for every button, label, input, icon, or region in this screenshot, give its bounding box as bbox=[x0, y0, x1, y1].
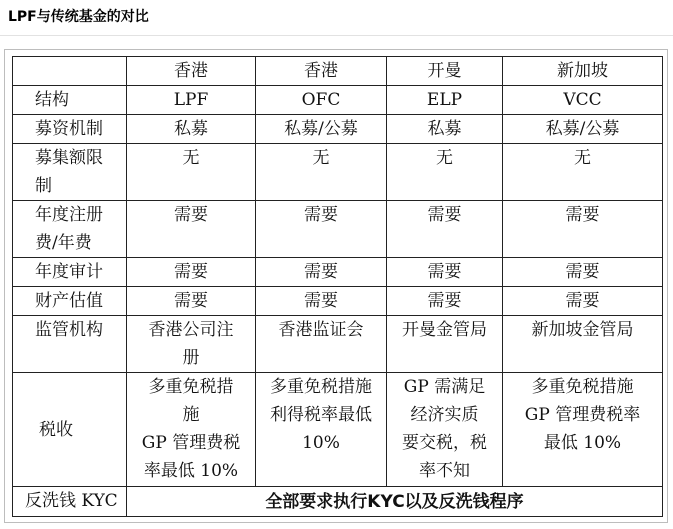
table-row bbox=[13, 373, 663, 487]
merged-cell-kyc: 全部要求执行KYC以及反洗钱程序 bbox=[127, 487, 663, 517]
cell-line: 经济实质 bbox=[410, 405, 479, 425]
comparison-table bbox=[12, 56, 663, 517]
table-row bbox=[13, 258, 663, 287]
table-cell: 需要 bbox=[387, 201, 503, 258]
cell-line: 香港公司注 bbox=[148, 320, 234, 340]
table-cell: 需要 bbox=[503, 258, 663, 287]
row-label-valuation: 财产估值 bbox=[13, 287, 127, 316]
table-cell: 需要 bbox=[256, 258, 387, 287]
header-cell-cayman: 开曼 bbox=[387, 57, 503, 86]
table-cell: 需要 bbox=[503, 287, 663, 316]
cell-line: 利得税率最低 bbox=[270, 405, 372, 425]
cell-line: 多重免税措 bbox=[148, 377, 234, 397]
row-label-fundraising: 募资机制 bbox=[13, 115, 127, 144]
header-cell-singapore: 新加坡 bbox=[503, 57, 663, 86]
title-divider bbox=[0, 35, 673, 36]
cell-line: 最低 10% bbox=[543, 433, 622, 453]
table-cell: VCC bbox=[503, 86, 663, 115]
table-cell: 私募 bbox=[387, 115, 503, 144]
table-cell: 需要 bbox=[127, 258, 256, 287]
cell-line: 施 bbox=[182, 405, 200, 425]
table-row bbox=[13, 201, 663, 258]
row-label-regulator: 监管机构 bbox=[13, 316, 127, 373]
table-cell: 需要 bbox=[503, 201, 663, 258]
table-cell: OFC bbox=[256, 86, 387, 115]
table-cell bbox=[256, 373, 387, 487]
table-cell: ELP bbox=[387, 86, 503, 115]
cell-line: 要交税，税 bbox=[402, 433, 487, 453]
page-title: LPF与传统基金的对比 bbox=[8, 9, 149, 25]
cell-line: 率不知 bbox=[419, 461, 470, 481]
table-row bbox=[13, 287, 663, 316]
table-cell: 无 bbox=[256, 144, 387, 201]
row-label-kyc: 反洗钱 KYC bbox=[13, 487, 127, 517]
row-label-structure: 结构 bbox=[13, 86, 127, 115]
table-cell: 需要 bbox=[127, 287, 256, 316]
table-cell bbox=[127, 373, 256, 487]
header-cell-empty bbox=[13, 57, 127, 86]
table-cell: 私募 bbox=[127, 115, 256, 144]
header-cell-hongkong-2: 香港 bbox=[256, 57, 387, 86]
table-header-row bbox=[13, 57, 663, 86]
cell-line: 册 bbox=[182, 348, 200, 368]
cell-line: GP 管理费税率 bbox=[524, 405, 641, 425]
table-row bbox=[13, 86, 663, 115]
table-row bbox=[13, 144, 663, 201]
table-cell: 需要 bbox=[387, 287, 503, 316]
table-cell: 开曼金管局 bbox=[387, 316, 503, 373]
table-cell: 新加坡金管局 bbox=[503, 316, 663, 373]
table-cell: 需要 bbox=[256, 201, 387, 258]
table-row bbox=[13, 487, 663, 517]
row-label-registration bbox=[13, 201, 127, 258]
row-label-line: 募集额限 bbox=[35, 148, 103, 168]
row-label-audit: 年度审计 bbox=[13, 258, 127, 287]
table-cell bbox=[503, 373, 663, 487]
table-cell: 无 bbox=[127, 144, 256, 201]
cell-line: 率最低 10% bbox=[143, 461, 239, 481]
table-cell: 私募/公募 bbox=[503, 115, 663, 144]
cell-line: GP 管理费税 bbox=[141, 433, 241, 453]
row-label-line: 费/年费 bbox=[35, 233, 92, 253]
row-label-tax: 税收 bbox=[13, 373, 127, 487]
table-cell: LPF bbox=[127, 86, 256, 115]
table-cell: 需要 bbox=[387, 258, 503, 287]
header-cell-hongkong-1: 香港 bbox=[127, 57, 256, 86]
row-label-line: 年度注册 bbox=[35, 205, 103, 225]
table-cell: 私募/公募 bbox=[256, 115, 387, 144]
table-cell: 需要 bbox=[256, 287, 387, 316]
cell-line: 10% bbox=[302, 433, 340, 453]
row-label-limit bbox=[13, 144, 127, 201]
cell-line: GP 需满足 bbox=[403, 377, 486, 397]
cell-line: 多重免税措施 bbox=[531, 377, 634, 397]
row-label-line: 制 bbox=[35, 176, 52, 196]
table-cell: 需要 bbox=[127, 201, 256, 258]
table-row bbox=[13, 316, 663, 373]
table-cell: 香港监证会 bbox=[256, 316, 387, 373]
table-row bbox=[13, 115, 663, 144]
table-cell: 无 bbox=[387, 144, 503, 201]
cell-line: 多重免税措施 bbox=[270, 377, 372, 397]
table-cell: 无 bbox=[503, 144, 663, 201]
table-cell bbox=[387, 373, 503, 487]
table-cell bbox=[127, 316, 256, 373]
